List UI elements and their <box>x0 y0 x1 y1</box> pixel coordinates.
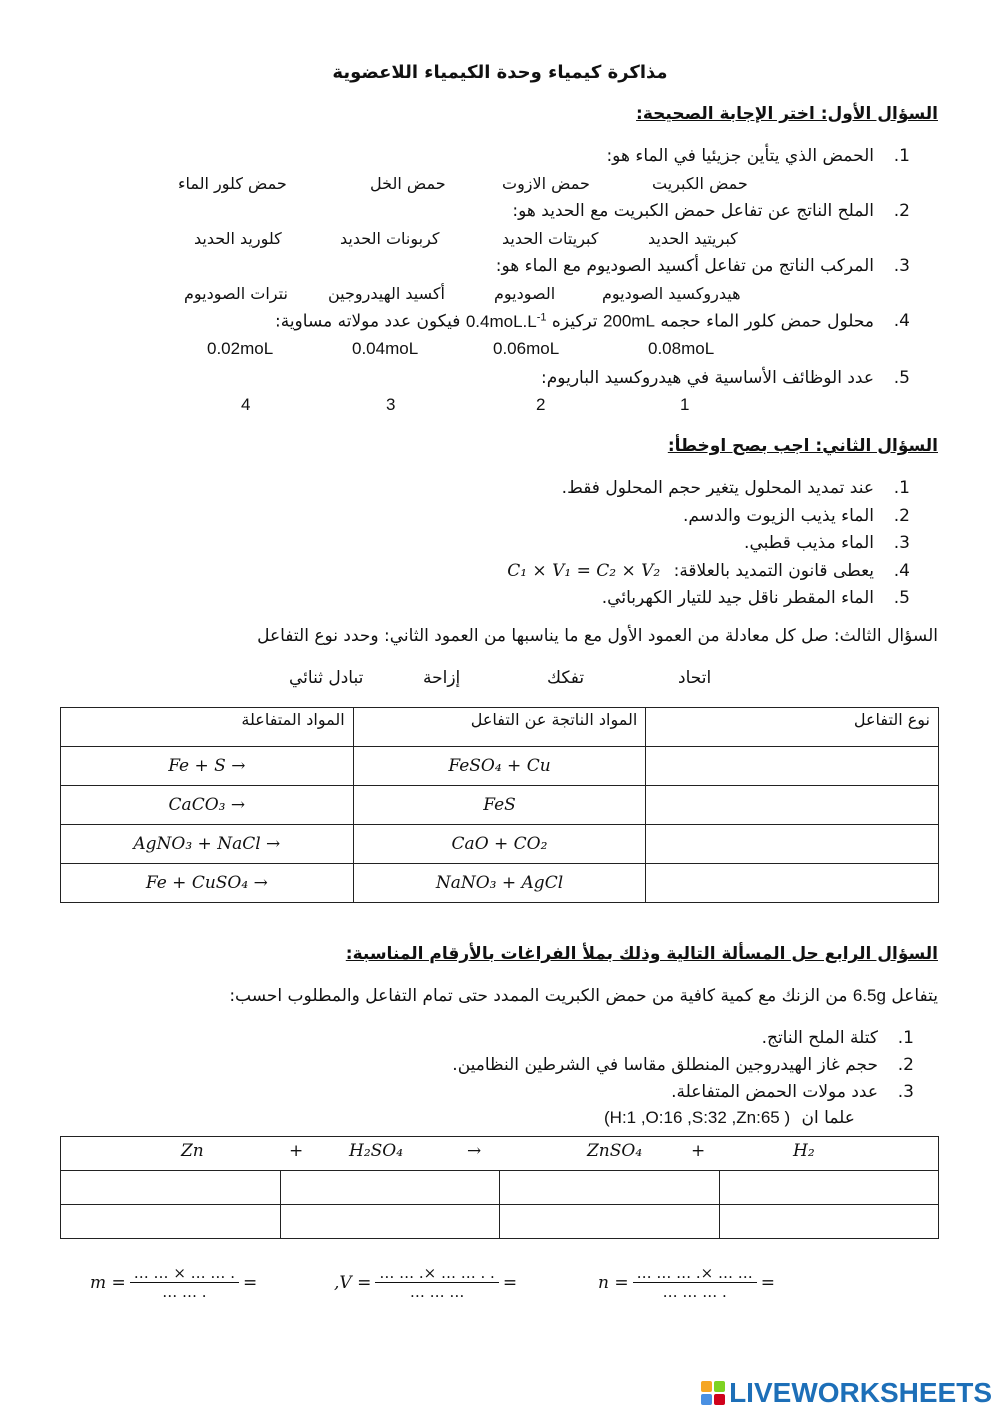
blank-cell[interactable] <box>280 1205 500 1239</box>
item-number: 1. <box>893 478 910 498</box>
equals-sign: = <box>242 1272 258 1293</box>
q1-item-2-option[interactable]: كبريتات الحديد <box>502 229 599 248</box>
q1-item-5-option[interactable]: 4 <box>241 395 251 414</box>
q1-item-5 <box>541 368 910 388</box>
given-values: (H:1 ,O:16 ,S:32 ,Zn:65 ) <box>604 1108 791 1127</box>
q1-item-3-option[interactable]: هيدروكسيد الصوديوم <box>602 284 741 303</box>
page-title: مذاكرة كيمياء وحدة الكيمياء اللاعضوية <box>332 62 668 83</box>
plus-sign: + <box>289 1141 304 1161</box>
blank-cell[interactable] <box>500 1205 720 1239</box>
concentration-value: $0.4moL.L^{-1}$ <box>465 311 547 331</box>
q2-item-2[interactable] <box>683 506 910 526</box>
h2-formula: H₂ <box>793 1141 815 1161</box>
products-cell[interactable]: CaO + CO₂ <box>353 825 646 864</box>
q1-item-3-option[interactable]: الصوديوم <box>494 284 556 303</box>
reaction-type-cell[interactable] <box>646 864 939 903</box>
logo-square <box>714 1381 725 1392</box>
q1-item-3-option[interactable]: نترات الصوديوم <box>184 284 288 303</box>
item-number: 3. <box>893 256 910 276</box>
q1-item-4-option[interactable]: 0.08moL <box>648 339 715 358</box>
formula-lhs: ,V = <box>334 1272 372 1293</box>
blank-cell[interactable] <box>720 1171 939 1205</box>
blank-cell[interactable] <box>720 1205 939 1239</box>
item-text: الماء يذيب الزيوت والدسم. <box>683 506 874 526</box>
item-number: 1. <box>893 146 910 166</box>
q4-item-2 <box>452 1055 914 1075</box>
q1-item-4-option[interactable]: 0.04moL <box>352 339 419 358</box>
q2-item-3[interactable] <box>744 533 910 553</box>
q2-item-1[interactable] <box>561 478 910 498</box>
reaction-type-cell[interactable] <box>646 747 939 786</box>
logo-text: LIVEWORKSHEETS <box>729 1377 992 1408</box>
logo-square <box>714 1394 725 1405</box>
volume-value: 200mL <box>602 311 655 331</box>
item-number: 4. <box>893 311 910 331</box>
arrow: → <box>467 1141 482 1161</box>
reaction-type-option[interactable]: إزاحة <box>423 668 461 688</box>
formula-lhs: n = <box>598 1272 629 1293</box>
dilution-formula: C₁ × V₁ = C₂ × V₂ <box>507 561 661 581</box>
reaction-type-option[interactable]: اتحاد <box>678 668 712 688</box>
given-atomic-masses <box>604 1108 855 1128</box>
item-number: 5. <box>893 368 910 388</box>
numerator[interactable]: … … … .× … … <box>636 1264 753 1282</box>
q1-item-4 <box>274 311 910 332</box>
item-text: محلول حمض كلور الماء حجمه <box>660 311 874 332</box>
products-cell[interactable]: NaNO₃ + AgCl <box>353 864 646 903</box>
q1-item-5-option[interactable]: 2 <box>536 395 546 414</box>
item-text: حجم غاز الهيدروجين المنطلق مقاسا في الشرطين النظامين. <box>452 1055 878 1075</box>
reaction-type-option[interactable]: تفكك <box>547 668 585 688</box>
intro-text: من الزنك مع كمية كافية من حمض الكبريت الممدد حتى تمام التفاعل والمطلوب احسب: <box>229 986 848 1006</box>
q1-item-2-option[interactable]: كربونات الحديد <box>340 229 440 248</box>
header-reactants: المواد المتفاعلة <box>61 708 354 747</box>
item-number: 2. <box>897 1055 914 1075</box>
products-cell[interactable]: FeSO₄ + Cu <box>353 747 646 786</box>
q1-item-2-option[interactable]: كلوريد الحديد <box>194 229 282 248</box>
blank-cell[interactable] <box>61 1171 281 1205</box>
denominator[interactable]: … … … <box>409 1283 465 1301</box>
q1-item-1-option[interactable]: حمض الكبريت <box>652 174 748 193</box>
table-row <box>61 786 939 825</box>
item-text: الحمض الذي يتأين جزيئيا في الماء هو: <box>606 146 874 166</box>
h2so4-formula: H₂SO₄ <box>349 1141 404 1161</box>
item-text: الملح الناتج عن تفاعل حمض الكبريت مع الحديد هو: <box>512 201 874 221</box>
q2-item-5[interactable] <box>601 588 910 608</box>
fraction[interactable] <box>130 1264 239 1301</box>
q4-intro <box>229 986 938 1006</box>
reactants-cell[interactable]: Fe + S → <box>61 747 354 786</box>
q1-item-1-option[interactable]: حمض الخل <box>370 174 446 193</box>
blank-cell[interactable] <box>280 1171 500 1205</box>
plus-sign: + <box>691 1141 706 1161</box>
given-label: علما ان <box>801 1108 855 1128</box>
item-text: يعطى قانون التمديد بالعلاقة: <box>673 561 874 581</box>
q1-item-1 <box>606 146 910 166</box>
reaction-type-option[interactable]: تبادل ثنائي <box>289 668 364 688</box>
item-text: الماء مذيب قطبي. <box>744 533 874 553</box>
reaction-type-cell[interactable] <box>646 825 939 864</box>
item-text: عند تمديد المحلول يتغير حجم المحلول فقط. <box>561 478 874 498</box>
numerator[interactable]: … … × … … . <box>133 1264 235 1282</box>
item-number: 3. <box>893 533 910 553</box>
q4-item-1 <box>761 1028 914 1048</box>
equals-sign: = <box>502 1272 518 1293</box>
item-number: 1. <box>897 1028 914 1048</box>
denominator[interactable]: … … … . <box>662 1283 727 1301</box>
zn-formula: Zn <box>181 1141 204 1161</box>
stoichiometry-table <box>60 1136 939 1239</box>
reactants-cell[interactable]: CaCO₃ → <box>61 786 354 825</box>
q2-heading: السؤال الثاني: اجب بصح اوخطأ: <box>667 436 938 456</box>
q2-item-4[interactable] <box>507 561 910 581</box>
q4-item-3 <box>671 1082 914 1102</box>
q1-heading: السؤال الأول: اختر الإجابة الصحيحة: <box>636 104 938 124</box>
item-text: عدد مولات الحمض المتفاعلة. <box>671 1082 878 1102</box>
item-number: 3. <box>897 1082 914 1102</box>
header-products: المواد الناتجة عن التفاعل <box>353 708 646 747</box>
q1-item-2-option[interactable]: كبريتيد الحديد <box>648 229 738 248</box>
reactants-cell[interactable]: Fe + CuSO₄ → <box>61 864 354 903</box>
q1-item-1-option[interactable]: حمض الازوت <box>502 174 590 193</box>
reaction-type-cell[interactable] <box>646 786 939 825</box>
mass-formula <box>90 1264 257 1301</box>
q1-item-3 <box>495 256 910 276</box>
q3-heading: السؤال الثالث: صل كل معادلة من العمود الأول مع ما يناسبها من العمود الثاني: وحدد نوع التفاعل <box>257 626 938 646</box>
znso4-formula: ZnSO₄ <box>587 1141 643 1161</box>
item-text: تركيزه <box>551 311 598 332</box>
table-row <box>61 747 939 786</box>
logo-square <box>701 1381 712 1392</box>
logo-square <box>701 1394 712 1405</box>
matching-table <box>60 707 939 903</box>
table-row <box>61 864 939 903</box>
header-reaction-type: نوع التفاعل <box>646 708 939 747</box>
denominator[interactable]: … … . <box>162 1283 207 1301</box>
table-header-row <box>61 708 939 747</box>
reactants-cell[interactable]: AgNO₃ + NaCl → <box>61 825 354 864</box>
q1-item-5-option[interactable]: 1 <box>680 395 690 414</box>
blank-cell[interactable] <box>61 1205 281 1239</box>
fraction[interactable] <box>633 1264 757 1301</box>
liveworksheets-logo <box>701 1376 992 1410</box>
q1-item-5-option[interactable]: 3 <box>386 395 396 414</box>
moles-formula <box>598 1264 775 1301</box>
q4-heading: السؤال الرابع حل المسألة التالية وذلك بملأ الفراغات بالأرقام المناسبة: <box>345 944 938 964</box>
q1-item-4-option[interactable]: 0.06moL <box>493 339 560 358</box>
equals-sign: = <box>760 1272 776 1293</box>
equation-cell <box>61 1137 939 1171</box>
q1-item-4-option[interactable]: 0.02moL <box>207 339 274 358</box>
item-text: الماء المقطر ناقل جيد للتيار الكهربائي. <box>601 588 874 608</box>
table-row <box>61 825 939 864</box>
item-number: 4. <box>893 561 910 581</box>
products-cell[interactable]: FeS <box>353 786 646 825</box>
zinc-mass: 6.5g <box>852 986 886 1005</box>
q1-item-2 <box>512 201 910 221</box>
table-row <box>61 1205 939 1239</box>
item-text: كتلة الملح الناتج. <box>761 1028 878 1048</box>
item-text: المركب الناتج من تفاعل أكسيد الصوديوم مع الماء هو: <box>495 256 874 276</box>
item-number: 2. <box>893 506 910 526</box>
q1-item-1-option[interactable]: حمض كلور الماء <box>178 174 287 193</box>
volume-formula <box>334 1264 517 1301</box>
logo-icon <box>701 1381 725 1405</box>
item-number: 2. <box>893 201 910 221</box>
blank-cell[interactable] <box>500 1171 720 1205</box>
equation-row <box>61 1137 939 1171</box>
formula-lhs: m = <box>90 1272 126 1293</box>
numerator[interactable]: … … .× … … . . <box>379 1264 495 1282</box>
item-text: عدد الوظائف الأساسية في هيدروكسيد الباريوم: <box>541 368 874 388</box>
fraction[interactable] <box>375 1264 498 1301</box>
table-row <box>61 1171 939 1205</box>
item-number: 5. <box>893 588 910 608</box>
q1-item-3-option[interactable]: أكسيد الهيدروجين <box>328 284 445 303</box>
item-text: فيكون عدد مولاته مساوية: <box>274 311 461 332</box>
intro-text: يتفاعل <box>891 986 938 1006</box>
